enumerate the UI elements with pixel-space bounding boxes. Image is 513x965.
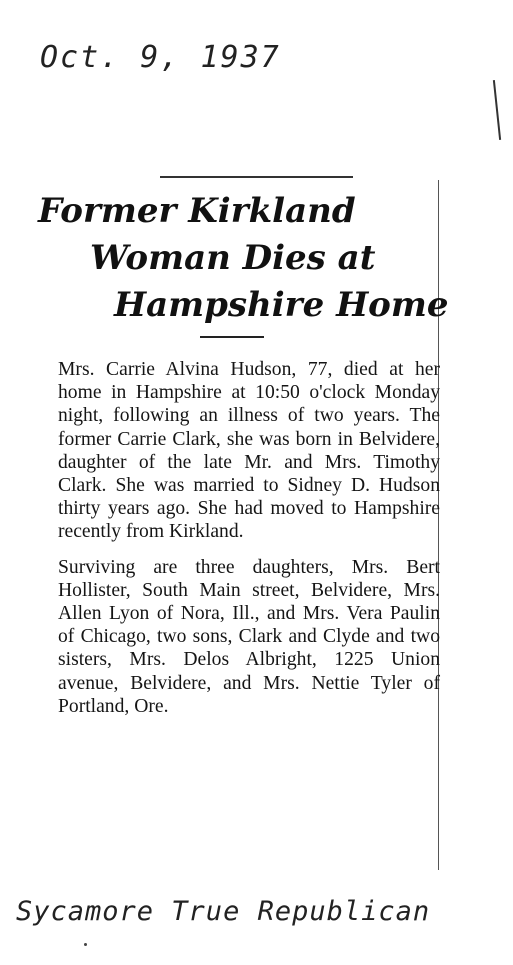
handwritten-source: Sycamore True Republican bbox=[16, 896, 431, 927]
edge-mark bbox=[493, 80, 501, 140]
article-paragraph-1: Mrs. Carrie Alvina Hudson, 77, died at her home in Hampshire at 10:50 o'clock Monday night, following an illness of two years. The former Carrie Clark, she was born in Belvidere, daughter of the late Mr. and Mrs. Timothy Clark. She was married to Sidney D. Hudson thirty years ago. She had moved to Hampshire recently from Kirkland. bbox=[58, 359, 440, 543]
article-body bbox=[58, 358, 440, 718]
article-paragraph-2: Surviving are three daughters, Mrs. Bert Hollister, South Main street, Belvidere, Mrs. Allen Lyon of Nora, Ill., and Mrs. Vera Paulin of Chicago, two sons, Clark and Clyde and two sisters, Mrs. Delos Albright, 1225 Union avenue, Belvidere, and Mrs. Nettie Tyler of Portland, Ore. bbox=[58, 556, 440, 717]
headline bbox=[34, 188, 449, 329]
headline-line-2: Woman Dies at bbox=[90, 238, 376, 278]
top-rule bbox=[160, 176, 353, 178]
ink-dot bbox=[84, 943, 87, 946]
handwritten-date: Oct. 9, 1937 bbox=[40, 40, 281, 75]
headline-divider bbox=[200, 336, 264, 338]
headline-line-1: Former Kirkland bbox=[38, 191, 356, 231]
headline-line-3: Hampshire Home bbox=[114, 285, 449, 325]
